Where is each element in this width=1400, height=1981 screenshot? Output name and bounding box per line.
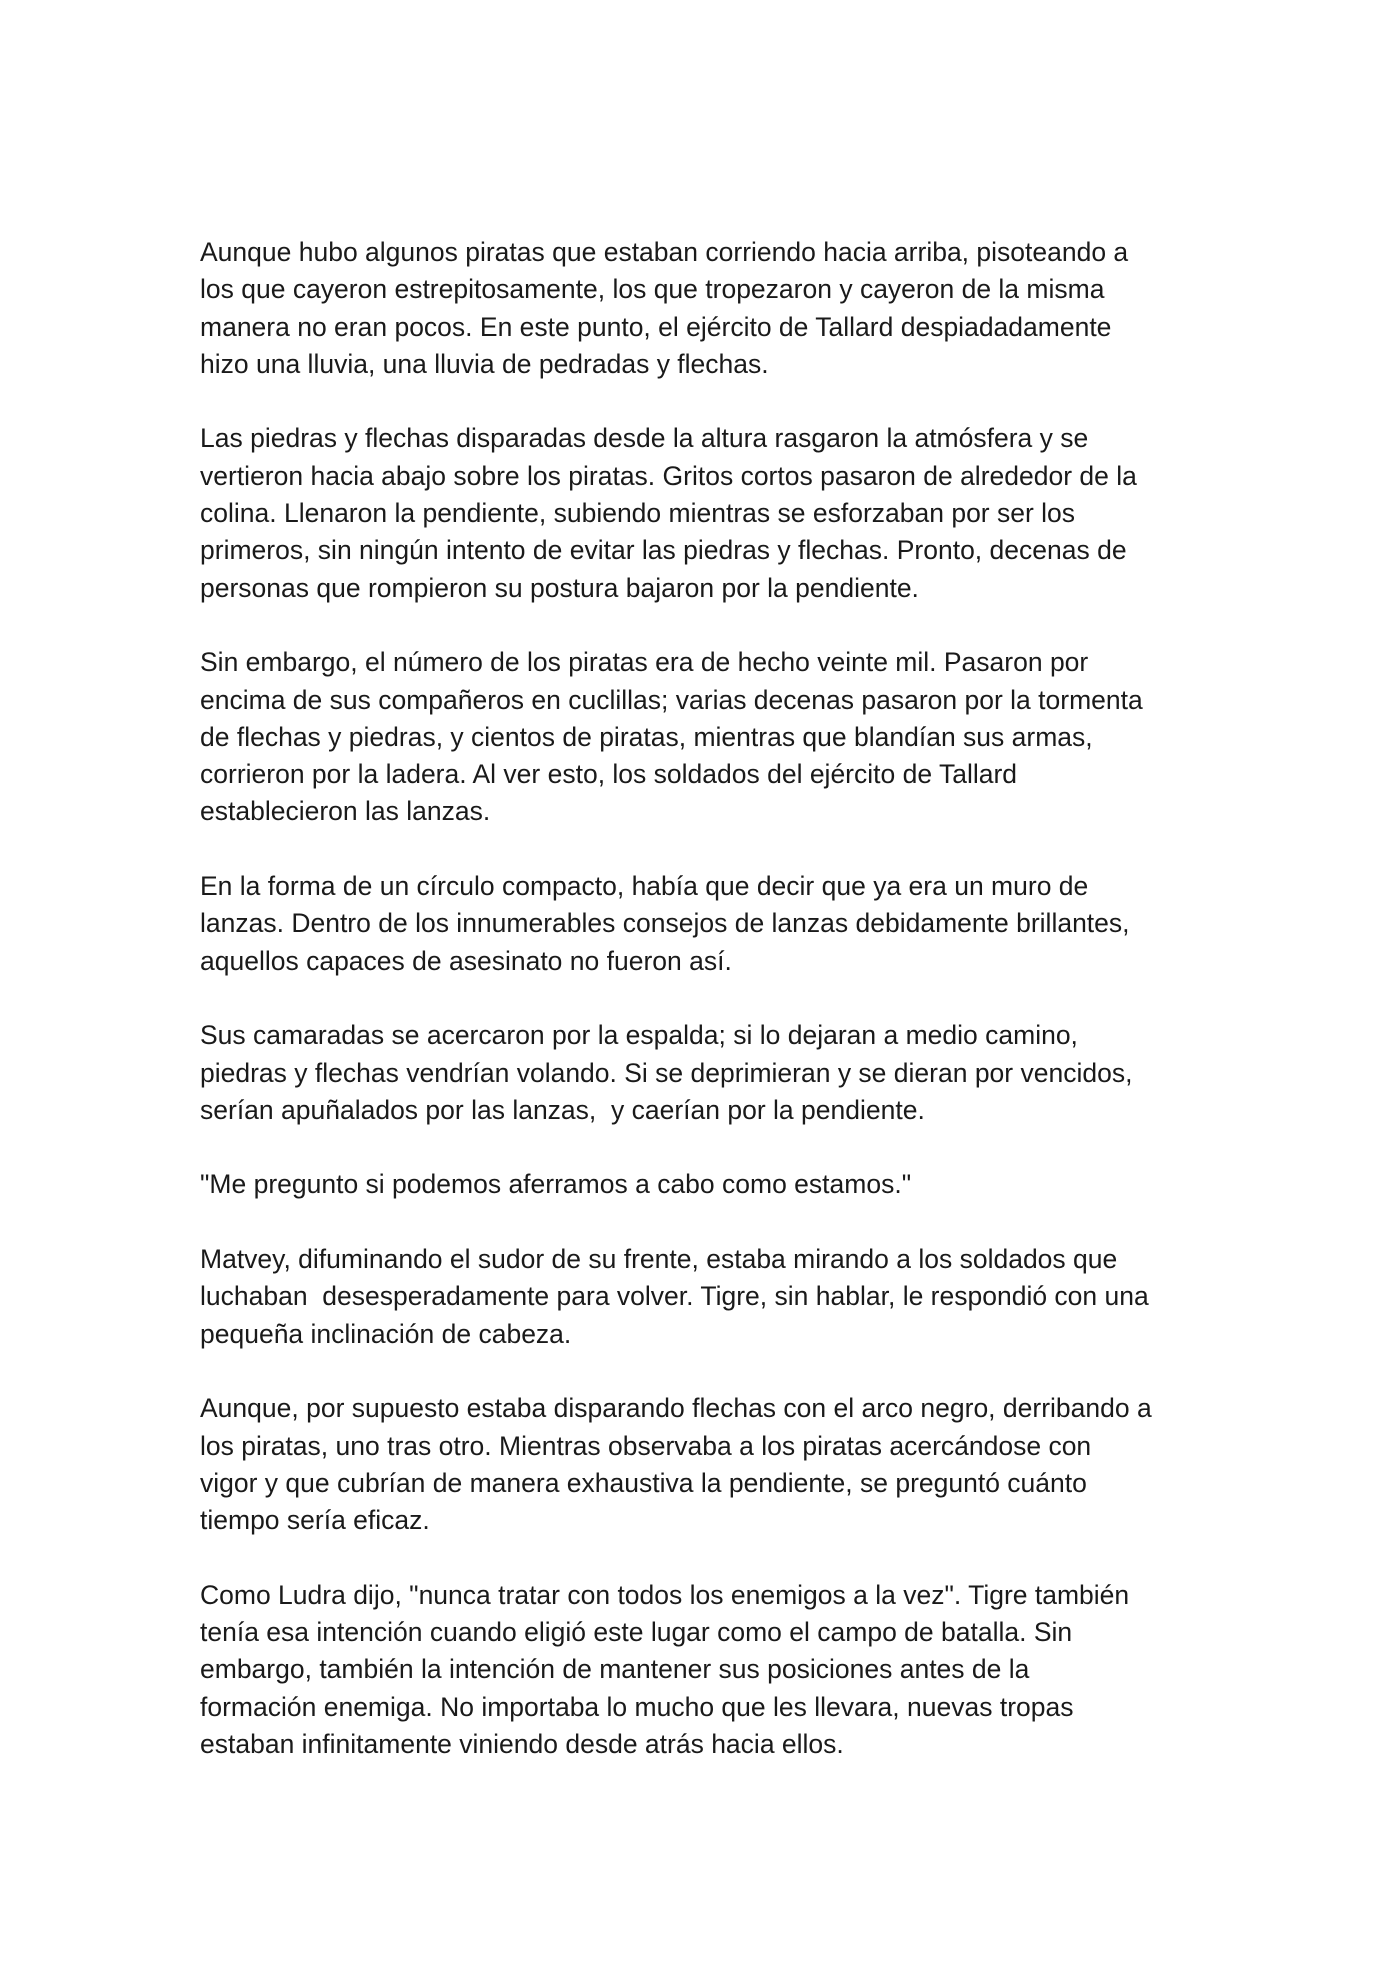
paragraph-3 — [200, 644, 1210, 830]
text-line: corrieron por la ladera. Al ver esto, los soldados del ejército de Tallard — [200, 759, 1018, 790]
paragraph-7 — [200, 1241, 1210, 1353]
text-line: embargo, también la intención de mantener sus posiciones antes de la — [200, 1654, 1030, 1685]
text-line: formación enemiga. No importaba lo mucho que les llevara, nuevas tropas — [200, 1691, 1074, 1722]
text-line: piedras y flechas vendrían volando. Si se deprimieran y se dieran por vencidos, — [200, 1057, 1133, 1088]
text-line: vigor y que cubrían de manera exhaustiva la pendiente, se preguntó cuánto — [200, 1467, 1087, 1498]
paragraph-8 — [200, 1390, 1210, 1539]
text-line: encima de sus compañeros en cuclillas; varias decenas pasaron por la tormenta — [200, 684, 1143, 715]
text-line: Las piedras y flechas disparadas desde la altura rasgaron la atmósfera y se — [200, 423, 1089, 454]
text-line: primeros, sin ningún intento de evitar las piedras y flechas. Pronto, decenas de — [200, 535, 1127, 566]
text-line: Matvey, difuminando el sudor de su frente, estaba mirando a los soldados que — [200, 1244, 1118, 1275]
text-line: Aunque hubo algunos piratas que estaban corriendo hacia arriba, pisoteando a — [200, 237, 1129, 267]
document-body — [200, 234, 1210, 1800]
text-line: de flechas y piedras, y cientos de piratas, mientras que blandían sus armas, — [200, 721, 1093, 752]
text-line: establecieron las lanzas. — [200, 796, 491, 827]
text-line: tenía esa intención cuando eligió este lugar como el campo de batalla. Sin — [200, 1616, 1073, 1647]
text-line: vertieron hacia abajo sobre los piratas. Gritos cortos pasaron de alrededor de la — [200, 460, 1137, 491]
text-line: los que cayeron estrepitosamente, los que tropezaron y cayeron de la misma — [200, 274, 1105, 305]
paragraph-6-dialogue — [200, 1166, 1210, 1203]
text-line: Como Ludra dijo, "nunca tratar con todos los enemigos a la vez". Tigre también — [200, 1579, 1130, 1610]
paragraph-2 — [200, 420, 1210, 606]
text-line: tiempo sería eficaz. — [200, 1505, 430, 1536]
text-line: "Me pregunto si podemos aferramos a cabo como estamos." — [200, 1169, 912, 1200]
text-line: lanzas. Dentro de los innumerables consejos de lanzas debidamente brillantes, — [200, 908, 1130, 939]
text-line: personas que rompieron su postura bajaron por la pendiente. — [200, 572, 919, 603]
paragraph-1 — [200, 234, 1210, 383]
text-line: Sus camaradas se acercaron por la espalda; si lo dejaran a medio camino, — [200, 1020, 1078, 1051]
text-line: hizo una lluvia, una lluvia de pedradas y flechas. — [200, 348, 769, 379]
text-line: colina. Llenaron la pendiente, subiendo mientras se esforzaban por ser los — [200, 498, 1076, 529]
text-line: luchaban desesperadamente para volver. Tigre, sin hablar, le respondió con una — [200, 1281, 1149, 1312]
text-line: Aunque, por supuesto estaba disparando flechas con el arco negro, derribando a — [200, 1393, 1152, 1424]
text-line: Sin embargo, el número de los piratas era de hecho veinte mil. Pasaron por — [200, 647, 1089, 678]
text-line: estaban infinitamente viniendo desde atrás hacia ellos. — [200, 1728, 844, 1759]
text-line: serían apuñalados por las lanzas, y caerían por la pendiente. — [200, 1094, 925, 1125]
paragraph-9 — [200, 1577, 1210, 1763]
text-line: aquellos capaces de asesinato no fueron así. — [200, 945, 732, 976]
paragraph-4 — [200, 868, 1210, 980]
text-line: manera no eran pocos. En este punto, el ejército de Tallard despiadadamente — [200, 311, 1112, 342]
paragraph-5 — [200, 1017, 1210, 1129]
text-line: En la forma de un círculo compacto, había que decir que ya era un muro de — [200, 871, 1089, 902]
text-line: pequeña inclinación de cabeza. — [200, 1318, 572, 1349]
text-line: los piratas, uno tras otro. Mientras observaba a los piratas acercándose con — [200, 1430, 1092, 1461]
